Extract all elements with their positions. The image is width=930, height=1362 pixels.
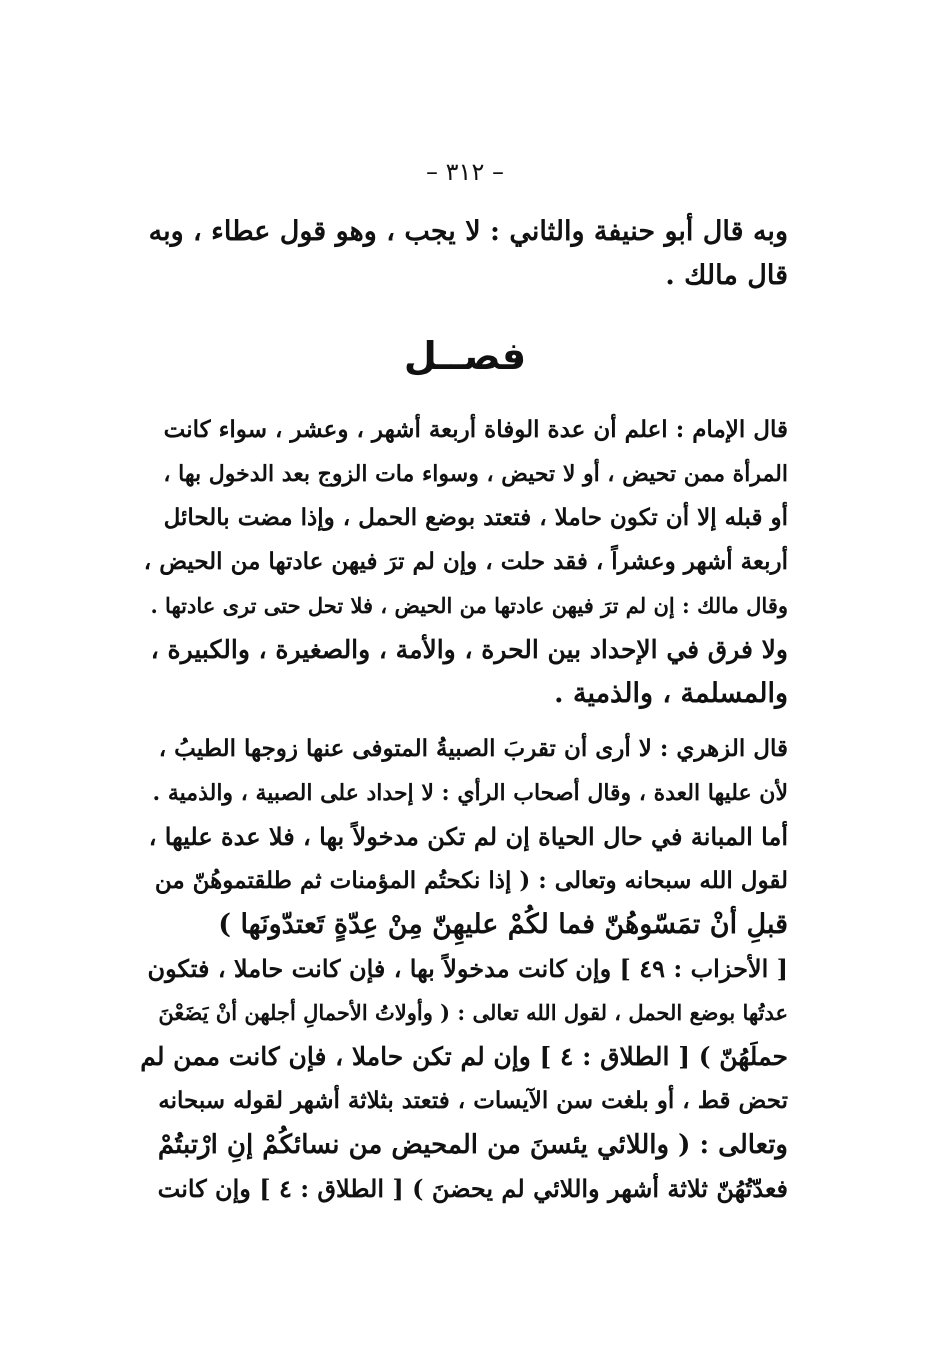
text-line: قال الإمام : اعلم أن عدة الوفاة أربعة أشهر ، وعشر ، سواء كانت	[163, 416, 788, 443]
text-line: وبه قال أبو حنيفة والثاني : لا يجب ، وهو قول عطاء ، وبه	[148, 216, 788, 247]
paragraph-2	[140, 727, 788, 1211]
text-line: قبلِ أنْ تمَسّوهُنّ فما لكُمْ عليهِنّ مِنْ عِدّةٍ تَعتدّونَها )	[218, 909, 788, 940]
text-line: لقول الله سبحانه وتعالى : ( إذا نكحتُم المؤمنات ثم طلقتموهُنّ من	[154, 867, 788, 894]
text-line: [ الأحزاب : ٤٩ ] وإن كانت مدخولاً بها ، فإن كانت حاملا ، فتكون	[147, 954, 788, 983]
text-line: وقال مالك : إن لم ترَ فيهن عادتها من الحيض ، فلا تحل حتى ترى عادتها .	[150, 593, 788, 618]
text-line: فعدّتُهُنّ ثلاثة أشهر واللائي لم يحضنَ ) [ الطلاق : ٤ ] وإن كانت	[157, 1174, 788, 1203]
text-line: لأن عليها العدة ، وقال أصحاب الرأي : لا إحداد على الصبية ، والذمية .	[152, 780, 788, 806]
text-line: حملَهُنّ ) [ الطلاق : ٤ ] وإن لم تكن حاملا ، فإن كانت ممن لم	[140, 1042, 788, 1071]
text-line: ولا فرق في الإحداد بين الحرة ، والأمة ، والصغيرة ، والكبيرة ،	[150, 635, 788, 664]
text-line: قال مالك .	[665, 260, 788, 291]
text-line: تحض قط ، أو بلغت سن الآيسات ، فتعتد بثلاثة أشهر لقوله سبحانه	[158, 1087, 788, 1114]
section-heading: فصــل	[403, 334, 527, 378]
text-line: أو قبله إلا أن تكون حاملا ، فتعتد بوضع الحمل ، وإذا مضت بالحائل	[163, 504, 788, 531]
text-line: عدتُها بوضع الحمل ، لقول الله تعالى : ( وأولاتُ الأحمالِ أجلهن أنْ يَضَعْنَ	[158, 1000, 788, 1025]
page-number: – ٣١٢ –	[426, 158, 504, 186]
opening-text	[140, 210, 788, 298]
text-line: قال الزهري : لا أرى أن تقربَ الصبيةُ المتوفى عنها زوجها الطيبُ ،	[158, 735, 788, 762]
text-line: أربعة أشهر وعشراً ، فقد حلت ، وإن لم ترَ فيهن عادتها من الحيض ،	[143, 548, 788, 575]
paragraph-1	[140, 408, 788, 716]
text-line: أما المبانة في حال الحياة إن لم تكن مدخولاً بها ، فلا عدة عليها ،	[148, 822, 788, 851]
text-line: والمسلمة ، والذمية .	[554, 678, 788, 709]
text-line: المرأة ممن تحيض ، أو لا تحيض ، وسواء مات الزوج بعد الدخول بها ،	[163, 461, 788, 487]
text-line: وتعالى : ( واللائي يئسنَ من المحيض من نسائكُمْ إنِ ارْتبتُمْ	[157, 1130, 788, 1160]
